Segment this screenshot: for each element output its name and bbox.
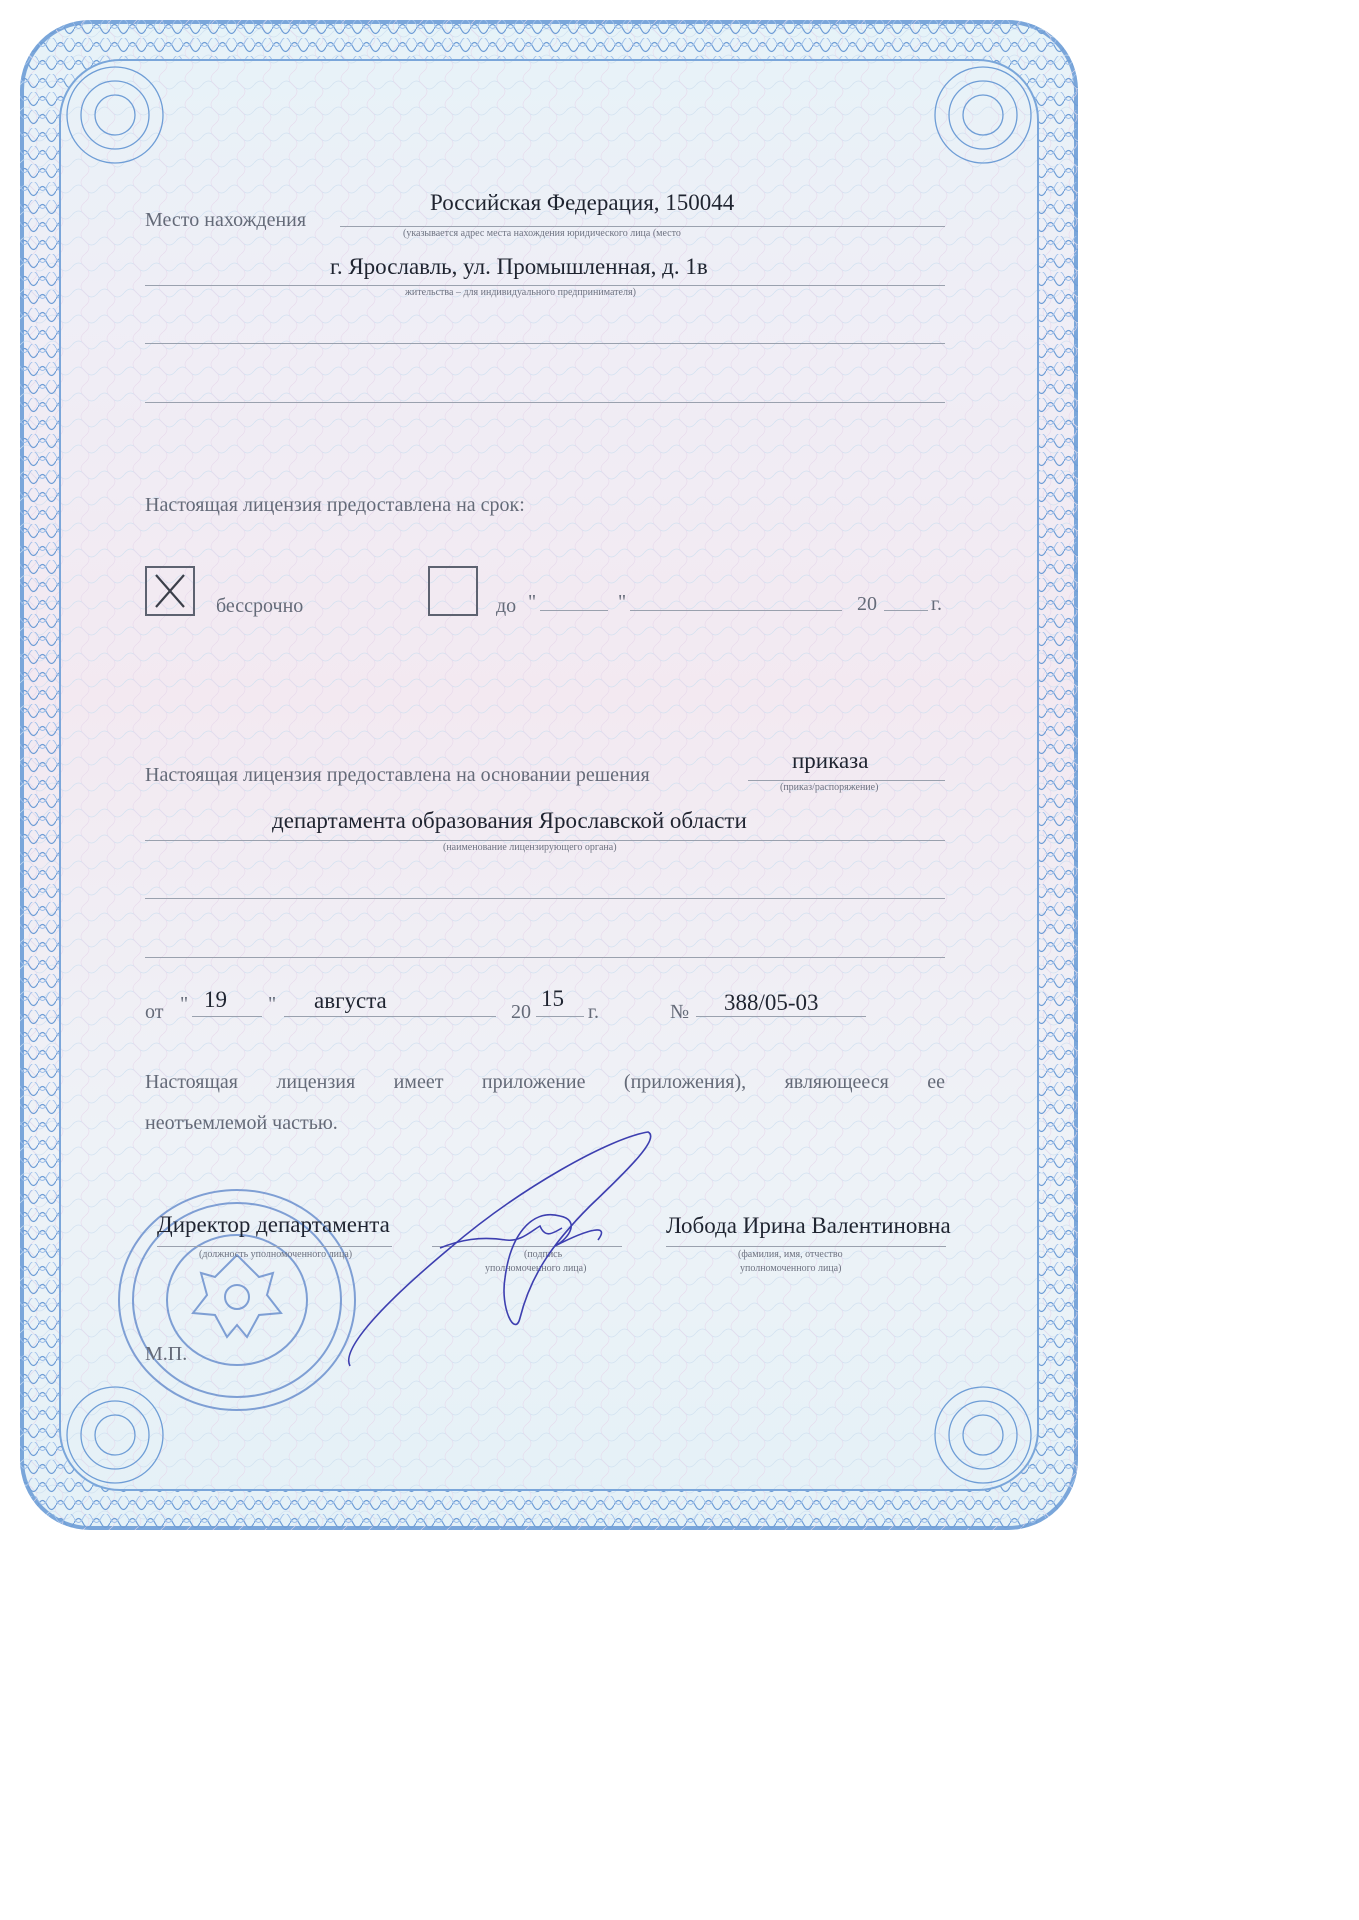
signature-hint-2: уполномоченного лица) xyxy=(485,1263,587,1274)
address-line-2: г. Ярославль, ул. Промышленная, д. 1в xyxy=(330,254,708,279)
seal-place-label: М.П. xyxy=(145,1343,188,1365)
term-heading: Настоящая лицензия предоставлена на срок: xyxy=(145,494,525,516)
until-year-prefix: 20 xyxy=(857,593,877,615)
until-day-line xyxy=(540,610,608,611)
date-year-line xyxy=(536,1016,584,1017)
name-underline xyxy=(666,1246,946,1247)
until-label: до xyxy=(496,595,517,617)
date-quote-close: " xyxy=(268,993,277,1015)
date-year-prefix: 20 xyxy=(511,1001,531,1023)
authority-underline xyxy=(145,840,945,841)
appendix-line-1: Настоящая лицензия имеет приложение (приложения), являющееся ее xyxy=(145,1071,945,1093)
date-year-suffix: г. xyxy=(588,1001,599,1023)
date-quote-open: " xyxy=(180,993,189,1015)
date-month-line xyxy=(284,1016,496,1017)
address-label: Место нахождения xyxy=(145,209,307,231)
address-line-1: Российская Федерация, 150044 xyxy=(430,190,735,215)
blank-line xyxy=(145,957,945,958)
quote-open: " xyxy=(528,591,537,613)
authority-name: департамента образования Ярославской области xyxy=(272,808,747,833)
date-year: 15 xyxy=(541,986,564,1011)
signature-hint-1: (подпись xyxy=(524,1249,563,1260)
date-from-label: от xyxy=(145,1001,164,1023)
handwritten-signature xyxy=(330,1128,660,1378)
address-underline-2 xyxy=(145,285,945,286)
date-day: 19 xyxy=(204,987,227,1012)
blank-line xyxy=(145,898,945,899)
until-year-suffix: г. xyxy=(931,593,942,615)
address-hint-2: жительства – для индивидуального предпринимателя) xyxy=(405,287,636,298)
number-underline xyxy=(696,1016,866,1017)
authority-hint: (наименование лицензирующего органа) xyxy=(443,842,617,853)
until-year-line xyxy=(884,610,928,611)
name-hint-1: (фамилия, имя, отчество xyxy=(738,1249,843,1260)
until-month-line xyxy=(630,610,842,611)
quote-close: " xyxy=(618,591,627,613)
decision-hint: (приказ/распоряжение) xyxy=(780,782,879,793)
signer-position: Директор департамента xyxy=(157,1212,390,1237)
blank-line xyxy=(145,402,945,403)
until-checkbox[interactable] xyxy=(428,566,478,616)
perpetual-checkbox[interactable] xyxy=(145,566,195,616)
number-label: № xyxy=(670,1001,690,1023)
date-day-line xyxy=(192,1016,262,1017)
address-underline-1 xyxy=(340,226,945,227)
blank-line xyxy=(145,343,945,344)
decision-underline xyxy=(748,780,945,781)
appendix-line-2: неотъемлемой частью. xyxy=(145,1112,338,1134)
address-hint-1: (указывается адрес места нахождения юридического лица (место xyxy=(403,228,681,239)
basis-heading: Настоящая лицензия предоставлена на основании решения xyxy=(145,764,650,786)
name-hint-2: уполномоченного лица) xyxy=(740,1263,842,1274)
decision-type: приказа xyxy=(792,748,869,773)
date-month: августа xyxy=(314,988,387,1013)
license-number: 388/05-03 xyxy=(724,990,819,1015)
signer-name: Лобода Ирина Валентиновна xyxy=(666,1213,951,1238)
position-hint: (должность уполномоченного лица) xyxy=(199,1249,353,1260)
perpetual-label: бессрочно xyxy=(216,595,304,617)
checkmark-x-icon xyxy=(147,568,193,614)
